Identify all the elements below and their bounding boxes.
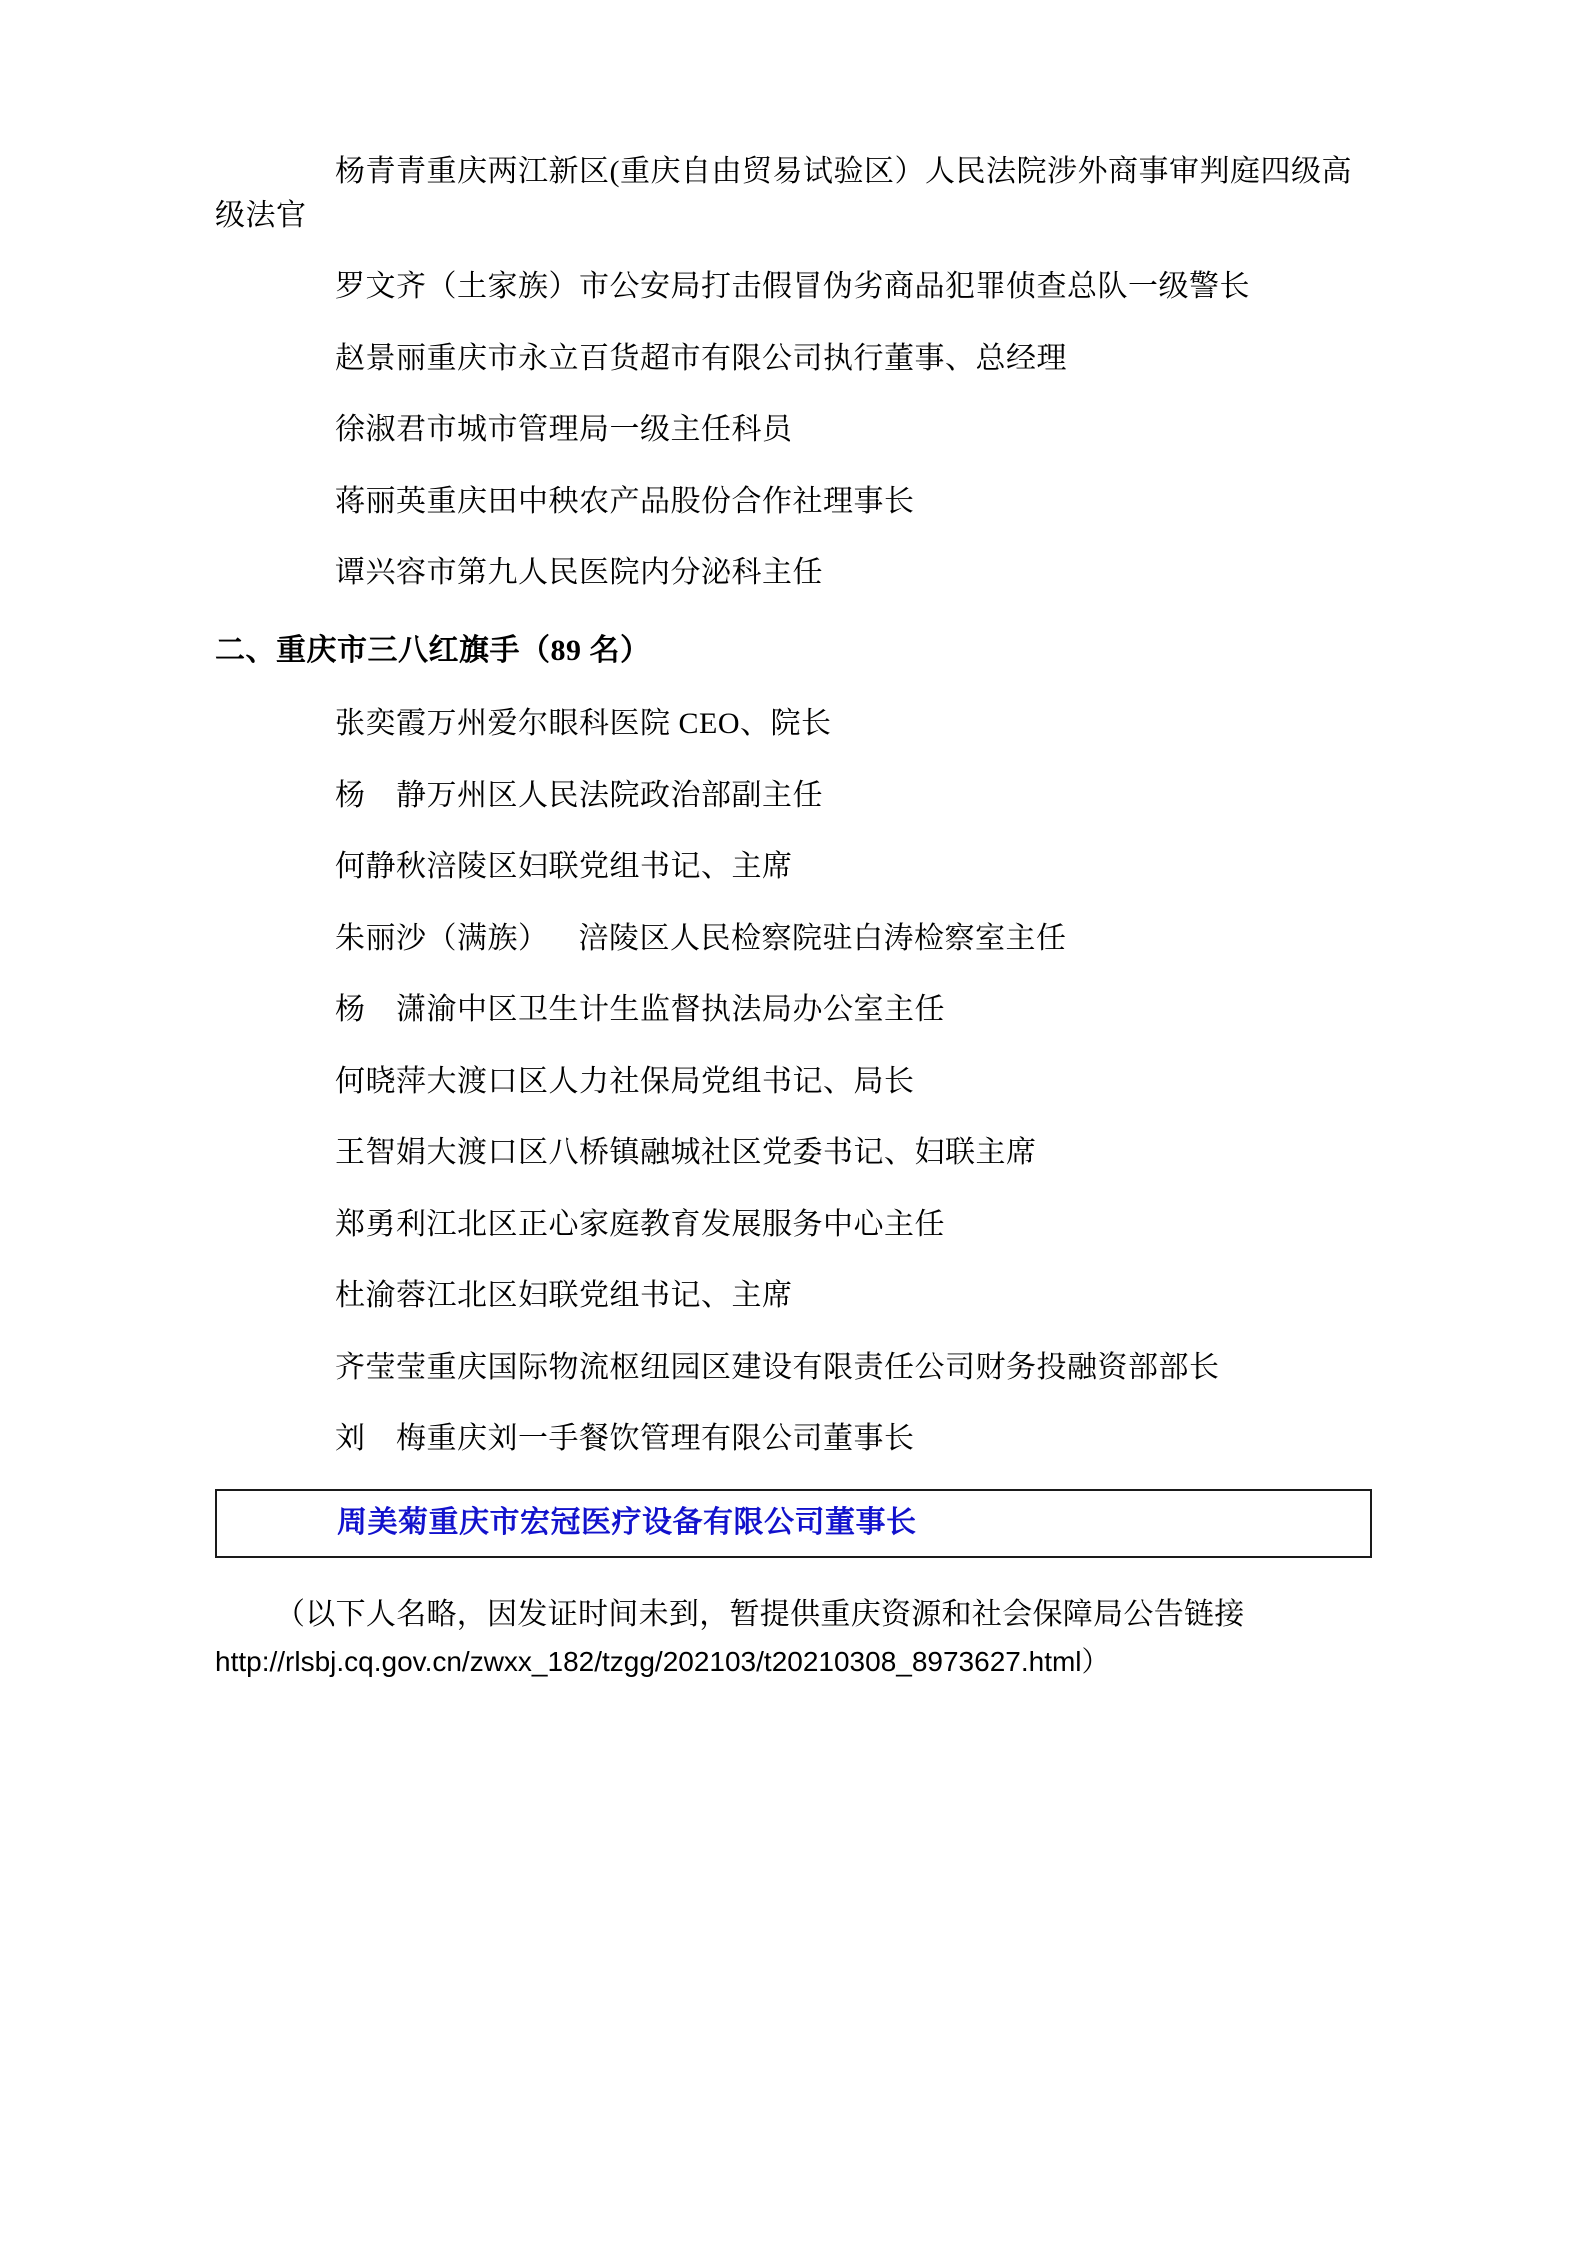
person-title: 大渡口区人力社保局党组书记、局长 [426,1064,915,1098]
list-item [215,337,1372,381]
footnote [215,1592,1372,1683]
person-name: 周美菊 [337,1505,429,1539]
person-title: 渝中区卫生计生监督执法局办公室主任 [426,993,945,1026]
list-item [217,1501,1370,1545]
list-item [215,1274,1372,1318]
person-name: 杜渝蓉 [335,1279,427,1312]
person-name: 杨 静 [335,778,427,812]
person-title: 涪陵区妇联党组书记、主席 [426,850,793,883]
list-item [215,774,1372,818]
list-item [215,917,1372,961]
person-name: 蒋丽英 [335,484,427,518]
list-item [215,408,1372,452]
person-name: 刘 梅 [335,1422,427,1455]
person-name: 齐莹莹 [335,1350,427,1384]
highlighted-entry-box [215,1489,1372,1559]
section-heading: 二、重庆市三八红旗手（89 名） [215,633,651,667]
person-title: 市第九人民医院内分泌科主任 [426,556,823,589]
list-item [215,480,1372,524]
list-item [215,265,1372,309]
person-title: 江北区正心家庭教育发展服务中心主任 [426,1207,945,1241]
person-name: 谭兴容 [335,556,427,589]
footnote-url: http://rlsbj.cq.gov.cn/zwxx_182/tzgg/202103/t20210308_8973627.html） [215,1646,1110,1677]
footnote-text: （以下人名略，因发证时间未到，暂提供重庆资源和社会保障局公告链接 [275,1598,1245,1631]
person-name: 徐淑君 [335,413,427,446]
person-name: 张奕霞 [335,707,427,740]
person-title: 重庆两江新区(重庆自由贸易试验区）人民法院涉外商事审判庭四级高级法官 [215,155,1352,232]
person-name: 何晓萍 [335,1064,427,1098]
list-item [215,1060,1372,1104]
person-title: 重庆市宏冠医疗设备有限公司董事长 [428,1505,917,1539]
person-name: 何静秋 [335,850,427,883]
person-title: 万州爱尔眼科医院 CEO、院长 [426,707,832,740]
person-title: 市公安局打击假冒伪劣商品犯罪侦查总队一级警长 [579,270,1250,303]
person-title: 江北区妇联党组书记、主席 [426,1279,793,1312]
person-name: 杨青青 [335,155,427,188]
person-title: 大渡口区八桥镇融城社区党委书记、妇联主席 [426,1136,1037,1169]
person-title: 涪陵区人民检察院驻白涛检察室主任 [578,921,1067,955]
person-name: 朱丽沙（满族） [335,921,549,955]
person-title: 万州区人民法院政治部副主任 [426,778,823,812]
person-title: 重庆刘一手餐饮管理有限公司董事长 [426,1422,915,1455]
list-item [215,1131,1372,1175]
list-item [215,702,1372,746]
person-name: 杨 潇 [335,993,427,1026]
person-title: 市城市管理局一级主任科员 [426,413,793,446]
list-item [215,551,1372,595]
person-title: 重庆国际物流枢纽园区建设有限责任公司财务投融资部部长 [426,1350,1220,1384]
person-title: 重庆田中秧农产品股份合作社理事长 [426,484,915,518]
person-title: 重庆市永立百货超市有限公司执行董事、总经理 [426,341,1067,375]
list-item [215,150,1372,237]
person-name: 郑勇利 [335,1207,427,1241]
person-name: 赵景丽 [335,341,427,375]
list-item [215,1417,1372,1461]
person-name: 罗文齐（土家族） [335,270,579,303]
list-item [215,845,1372,889]
list-item [215,1346,1372,1390]
person-name: 王智娟 [335,1136,427,1169]
list-item [215,988,1372,1032]
list-item [215,1203,1372,1247]
